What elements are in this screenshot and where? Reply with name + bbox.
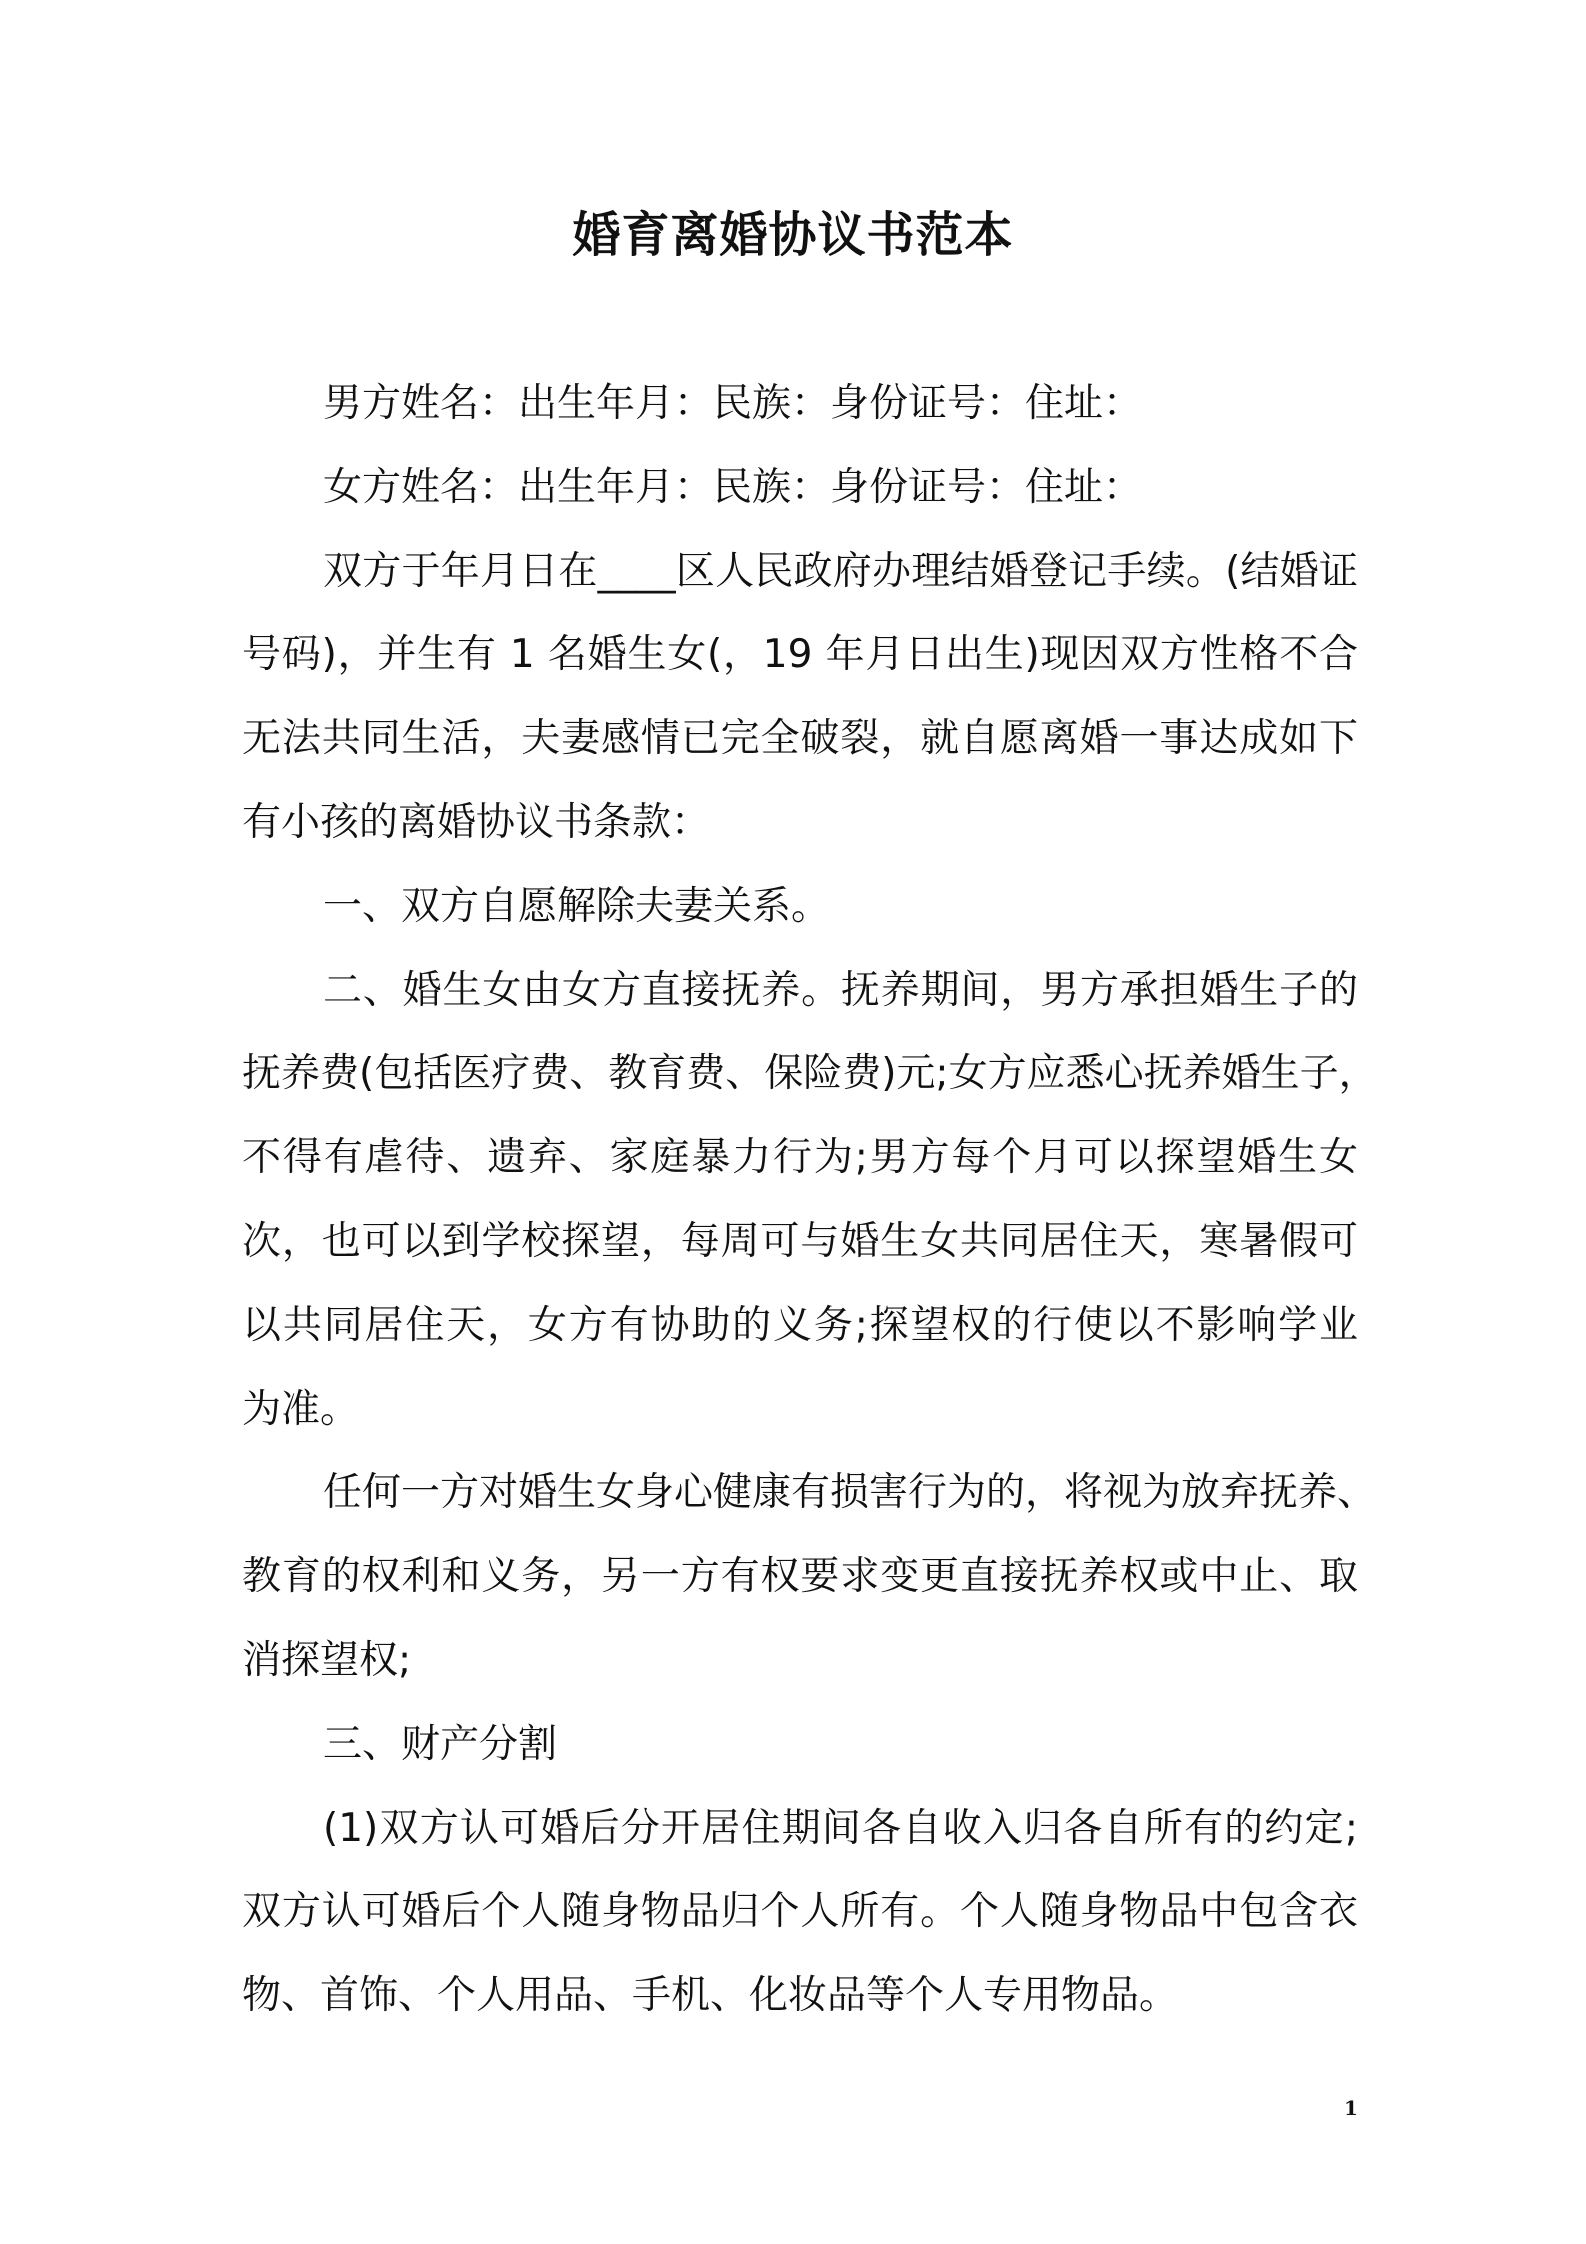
text-line: 三、财产分割 bbox=[323, 1721, 558, 1767]
clause-3-item-1 bbox=[242, 1787, 1358, 2038]
text-line: 双方认可婚后个人随身物品归个人所有。个人随身物品中包含衣 bbox=[242, 1889, 1358, 1935]
paragraph-preamble bbox=[242, 530, 1358, 865]
text-line: 男方姓名：出生年月：民族：身份证号：住址： bbox=[323, 381, 1143, 426]
text-line: 任何一方对婚生女身心健康有损害行为的，将视为放弃抚养、 bbox=[323, 1470, 1377, 1516]
paragraph-female-info bbox=[242, 446, 1358, 530]
clause-1 bbox=[242, 865, 1358, 949]
text-line: (1)双方认可婚后分开居住期间各自收入归各自所有的约定; bbox=[323, 1805, 1358, 1851]
text-line: 为准。 bbox=[242, 1386, 360, 1432]
text-line: 消探望权; bbox=[242, 1637, 412, 1683]
document-title: 婚育离婚协议书范本 bbox=[572, 207, 1014, 263]
text-line: 有小孩的离婚协议书条款： bbox=[242, 799, 711, 845]
text-line: 女方姓名：出生年月：民族：身份证号：住址： bbox=[323, 464, 1143, 510]
paragraph-male-info bbox=[242, 362, 1358, 446]
clause-2-supplement bbox=[242, 1451, 1377, 1702]
text-line: 号码)，并生有 1 名婚生女(，19 年月日出生)现因双方性格不合 bbox=[242, 632, 1358, 678]
text-line: 一、双方自愿解除夫妻关系。 bbox=[323, 883, 831, 929]
document-body bbox=[242, 362, 1378, 2038]
text-line: 抚养费(包括医疗费、教育费、保险费)元;女方应悉心抚养婚生子， bbox=[242, 1051, 1378, 1097]
text-line: 次，也可以到学校探望，每周可与婚生女共同居住天，寒暑假可 bbox=[242, 1218, 1358, 1264]
text-line: 二、婚生女由女方直接抚养。抚养期间，男方承担婚生子的 bbox=[323, 967, 1358, 1013]
page-number: 1 bbox=[1344, 2096, 1358, 2120]
text-line: 双方于年月日在____区人民政府办理结婚登记手续。(结婚证 bbox=[323, 548, 1358, 594]
text-line: 以共同居住天，女方有协助的义务;探望权的行使以不影响学业 bbox=[242, 1302, 1358, 1348]
text-line: 不得有虐待、遗弃、家庭暴力行为;男方每个月可以探望婚生女 bbox=[242, 1135, 1358, 1181]
text-line: 无法共同生活，夫妻感情已完全破裂，就自愿离婚一事达成如下 bbox=[242, 716, 1358, 762]
clause-2 bbox=[242, 949, 1378, 1452]
text-line: 教育的权利和义务，另一方有权要求变更直接抚养权或中止、取 bbox=[242, 1554, 1358, 1600]
text-line: 物、首饰、个人用品、手机、化妆品等个人专用物品。 bbox=[242, 1973, 1179, 2019]
clause-3-heading bbox=[242, 1703, 1358, 1787]
